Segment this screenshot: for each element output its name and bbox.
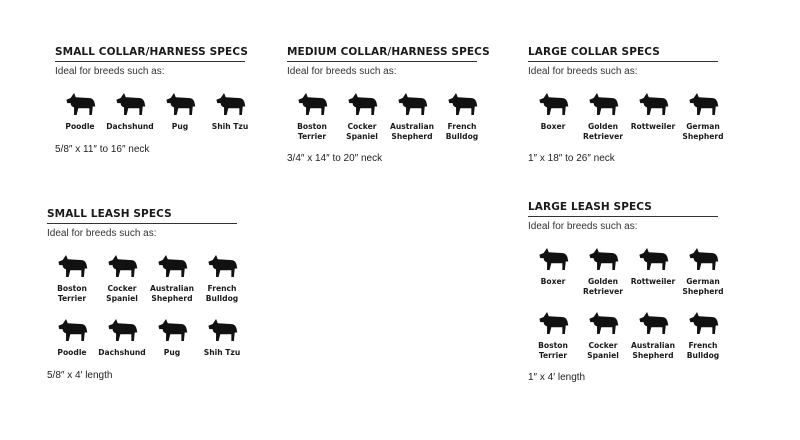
breed-item xyxy=(47,251,97,303)
breed-label: German Shepherd xyxy=(682,277,724,296)
ideal-breeds-text: Ideal for breeds such as: xyxy=(287,66,397,77)
breed-item xyxy=(678,89,728,141)
section-title: LARGE COLLAR SPECS xyxy=(528,46,718,62)
cocker-spaniel-icon xyxy=(105,251,139,281)
spec-text: 1″ x 18″ to 26″ neck xyxy=(528,153,615,164)
breed-item xyxy=(197,315,247,358)
breed-item xyxy=(97,251,147,303)
breed-label: Boxer xyxy=(540,122,566,131)
rottweiler-icon xyxy=(636,244,670,274)
australian-shepherd-icon xyxy=(395,89,429,119)
breed-label: Shih Tzu xyxy=(211,122,249,131)
breed-grid xyxy=(528,89,728,153)
french-bulldog-icon xyxy=(205,251,239,281)
australian-shepherd-icon xyxy=(155,251,189,281)
breed-item xyxy=(55,89,105,132)
breed-label: Australian Shepherd xyxy=(149,284,195,303)
breed-label: Dachshund xyxy=(98,348,146,357)
boston-terrier-icon xyxy=(295,89,329,119)
breed-item xyxy=(628,89,678,141)
breed-item xyxy=(578,89,628,141)
spec-text: 1″ x 4′ length xyxy=(528,372,586,383)
pug-icon xyxy=(155,315,189,345)
ideal-breeds-text: Ideal for breeds such as: xyxy=(55,66,165,77)
breed-label: French Bulldog xyxy=(445,122,479,141)
breed-label: Shih Tzu xyxy=(203,348,241,357)
breed-item xyxy=(678,244,728,296)
breed-item xyxy=(528,89,578,141)
breed-label: Rottweiler xyxy=(630,122,676,131)
shih-tzu-icon xyxy=(213,89,247,119)
pug-icon xyxy=(163,89,197,119)
cocker-spaniel-icon xyxy=(586,308,620,338)
breed-label: Golden Retriever xyxy=(583,277,623,296)
ideal-breeds-text: Ideal for breeds such as: xyxy=(528,66,638,77)
ideal-breeds-text: Ideal for breeds such as: xyxy=(47,228,157,239)
small-collar-section xyxy=(55,46,255,155)
breed-item xyxy=(147,315,197,358)
german-shepherd-icon xyxy=(686,244,720,274)
breed-grid xyxy=(55,89,255,144)
cocker-spaniel-icon xyxy=(345,89,379,119)
breed-label: Pug xyxy=(163,348,181,357)
breed-item xyxy=(97,315,147,358)
breed-label: Rottweiler xyxy=(630,277,676,286)
poodle-icon xyxy=(63,89,97,119)
breed-label: Australian Shepherd xyxy=(630,341,676,360)
boston-terrier-icon xyxy=(536,308,570,338)
poodle-icon xyxy=(55,315,89,345)
shih-tzu-icon xyxy=(205,315,239,345)
breed-label: Boston Terrier xyxy=(297,122,327,141)
section-title: MEDIUM COLLAR/HARNESS SPECS xyxy=(287,46,477,62)
boxer-icon xyxy=(536,244,570,274)
breed-label: Golden Retriever xyxy=(583,122,623,141)
breed-item xyxy=(47,315,97,358)
breed-item xyxy=(155,89,205,132)
breed-label: Boston Terrier xyxy=(57,284,87,303)
breed-item xyxy=(337,89,387,141)
dachshund-icon xyxy=(113,89,147,119)
golden-retriever-icon xyxy=(586,89,620,119)
breed-label: French Bulldog xyxy=(205,284,239,303)
breed-label: Cocker Spaniel xyxy=(587,341,619,360)
breed-item xyxy=(578,244,628,296)
boxer-icon xyxy=(536,89,570,119)
small-leash-section xyxy=(47,208,247,381)
breed-label: German Shepherd xyxy=(682,122,724,141)
breed-label: Boxer xyxy=(540,277,566,286)
breed-label: French Bulldog xyxy=(686,341,720,360)
french-bulldog-icon xyxy=(686,308,720,338)
breed-item xyxy=(528,244,578,296)
boston-terrier-icon xyxy=(55,251,89,281)
breed-item xyxy=(437,89,487,141)
dachshund-icon xyxy=(105,315,139,345)
breed-item xyxy=(578,308,628,360)
breed-grid xyxy=(47,251,247,370)
golden-retriever-icon xyxy=(586,244,620,274)
breed-label: Cocker Spaniel xyxy=(346,122,378,141)
breed-label: Australian Shepherd xyxy=(389,122,435,141)
breed-item xyxy=(628,308,678,360)
breed-grid xyxy=(528,244,728,372)
breed-label: Cocker Spaniel xyxy=(106,284,138,303)
australian-shepherd-icon xyxy=(636,308,670,338)
breed-item xyxy=(205,89,255,132)
ideal-breeds-text: Ideal for breeds such as: xyxy=(528,221,638,232)
breed-grid xyxy=(287,89,487,153)
rottweiler-icon xyxy=(636,89,670,119)
breed-item xyxy=(678,308,728,360)
german-shepherd-icon xyxy=(686,89,720,119)
breed-item xyxy=(197,251,247,303)
large-collar-section xyxy=(528,46,728,164)
section-title: SMALL COLLAR/HARNESS SPECS xyxy=(55,46,245,62)
french-bulldog-icon xyxy=(445,89,479,119)
section-title: LARGE LEASH SPECS xyxy=(528,201,718,217)
breed-label: Dachshund xyxy=(106,122,154,131)
breed-item xyxy=(528,308,578,360)
breed-label: Boston Terrier xyxy=(538,341,568,360)
breed-item xyxy=(105,89,155,132)
spec-text: 3/4″ x 14″ to 20″ neck xyxy=(287,153,383,164)
section-title: SMALL LEASH SPECS xyxy=(47,208,237,224)
large-leash-section xyxy=(528,201,728,383)
breed-label: Pug xyxy=(171,122,189,131)
breed-label: Poodle xyxy=(57,348,87,357)
spec-text: 5/8″ x 4′ length xyxy=(47,369,113,381)
spec-text: 5/8″ x 11″ to 16″ neck xyxy=(55,143,150,155)
breed-item xyxy=(387,89,437,141)
breed-label: Poodle xyxy=(65,122,95,131)
breed-item xyxy=(287,89,337,141)
breed-item xyxy=(147,251,197,303)
breed-item xyxy=(628,244,678,296)
medium-collar-section xyxy=(287,46,490,164)
